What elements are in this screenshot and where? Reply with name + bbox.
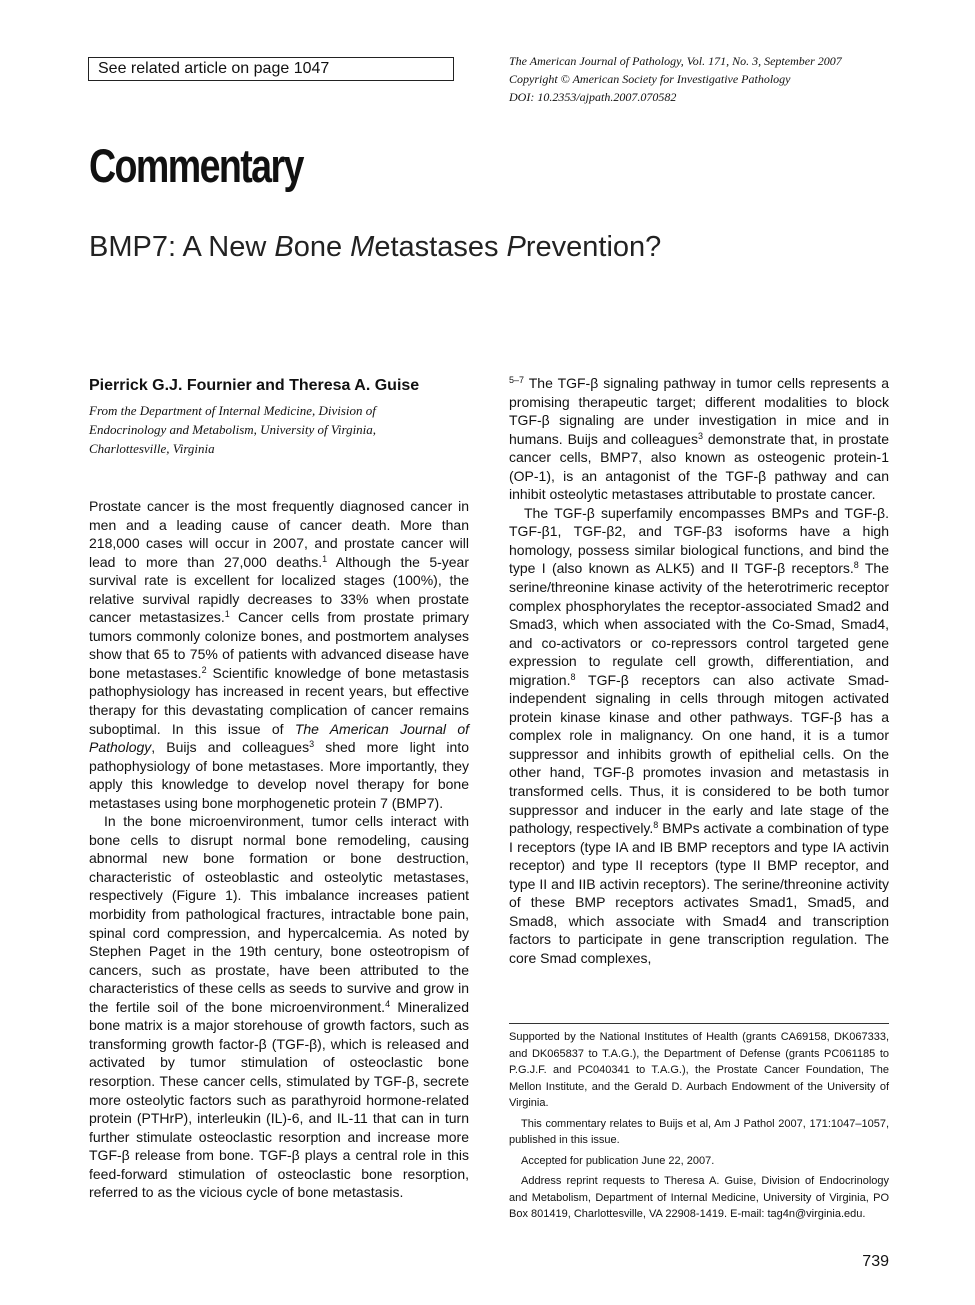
accepted-note: Accepted for publication June 22, 2007. bbox=[521, 1154, 715, 1167]
ref-superscript: 1 bbox=[224, 609, 230, 620]
body-column-left bbox=[89, 497, 469, 1202]
text-run: Prostate cancer is the most frequently diagnosed cancer in men and a leading cause of cancer death. More than 218,000 cases will occur in 2007, and prostate cancer will lead to more than 27,000 deaths. bbox=[89, 498, 469, 570]
footnote-divider bbox=[509, 1023, 889, 1024]
text-run: Mineralized bone matrix is a major storehouse of growth factors, such as transforming growth factor-β (TGF-β), which is released and activated by tumor stimulation of osteoclastic bone resorption. These cancer cells, stimulated by TGF-β, secrete more osteolytic factors such as parathyroid hormone-related protein (PTHrP), interleukin (IL)-6, and IL-11 that can in turn further stimulate osteoclastic resorption and increase more TGF-β release from bone. TGF-β plays a central role in this feed-forward stimulation of osteoclastic bone resorption, referred to as the vicious cycle of bone metastasis. bbox=[89, 998, 469, 1201]
body-paragraph-3 bbox=[509, 504, 889, 968]
ref-superscript: 2 bbox=[201, 664, 207, 675]
ref-superscript: 5–7 bbox=[509, 375, 525, 385]
body-paragraph-2-continued bbox=[509, 374, 889, 504]
ref-superscript: 4 bbox=[385, 998, 391, 1009]
ref-superscript: 8 bbox=[853, 560, 859, 571]
title-word-one: one bbox=[293, 231, 351, 263]
text-run: In the bone microenvironment, tumor cells interact with bone cells to disrupt normal bone remodeling, causing abnormal new bone formation or bone destruction, characteristic of osteoblastic and osteolytic metastases, respectively (Figure 1). This imbalance increases patient morbidity from pathological fractures, intractable bone pain, spinal cord compression, and hypercalcemia. As noted by Stephen Paget in the 19th century, bone osteotropism of cancers, such as prostate, have been attributed to the characteristics of these cells as seeds to survive and grow in the fertile soil of the bone microenvironment. bbox=[89, 813, 469, 1015]
text-run: TGF-β receptors can also activate Smad-independent signaling in cells through mitogen activated protein kinase kinase and other pathways. TGF-β has a complex role in malignancy. On one hand, it is a tumor suppressor and inhibits growth of epithelial cells. On the other hand, TGF-β promotes invasion and metastasis in transformed cells. Thus, it is considered to be both tumor suppressor and inducer in the early and late stage of the pathology, respectively. bbox=[509, 671, 889, 837]
affiliation-line: From the Department of Internal Medicine, Division of bbox=[89, 403, 376, 418]
article-title bbox=[89, 229, 889, 265]
title-letter-m: M bbox=[350, 231, 375, 263]
doi-line: DOI: 10.2353/ajpath.2007.070582 bbox=[509, 90, 677, 104]
ref-superscript: 1 bbox=[322, 553, 328, 564]
ref-superscript: 8 bbox=[570, 671, 576, 682]
title-letter-p: P bbox=[506, 231, 526, 263]
title-prefix: BMP7: A New bbox=[89, 231, 275, 263]
affiliation-line: Endocrinology and Metabolism, University of Virginia, bbox=[89, 422, 377, 437]
text-run: shed more light into pathophysiology of bone metastases. More importantly, they apply this knowledge to develop novel therapy for bone metastases using bone morphogenetic protein 7 (BMP7). bbox=[89, 739, 469, 811]
text-run: The serine/threonine kinase activity of the heterotrimeric receptor complex phosphorylates the receptor-associated Smad2 and Smad3, which when associated with the Co-Smad, Smad4, and co-activators or co-repressors control targeted gene expression to regulate cell growth, differentiation, and migration. bbox=[509, 560, 890, 688]
related-article-box: See related article on page 1047 bbox=[88, 57, 454, 81]
journal-info bbox=[509, 52, 929, 106]
journal-name: The American Journal of Pathology bbox=[89, 720, 469, 756]
ref-superscript: 8 bbox=[653, 820, 659, 831]
title-word-revention: revention? bbox=[525, 231, 662, 263]
authors: Pierrick G.J. Fournier and Theresa A. Guise bbox=[89, 377, 420, 394]
text-run: The TGF-β superfamily encompasses BMPs and TGF-β. TGF-β1, TGF-β2, and TGF-β3 isoforms have a high homology, possess similar biological functions, and bind the type I (also known as ALK5) and II TGF-β receptors. bbox=[509, 504, 889, 577]
reprint-note: Address reprint requests to Theresa A. Guise, Division of Endocrinology and Metabolism, Department of Internal Medicine, University of Virginia, PO Box 801419, Charlottesville, VA 22908-1419. E-mail: tag4n@virginia.edu. bbox=[509, 1175, 889, 1220]
ref-superscript: 3 bbox=[697, 430, 703, 441]
journal-citation: The American Journal of Pathology, Vol. 171, No. 3, September 2007 bbox=[509, 54, 842, 68]
body-column-right bbox=[509, 374, 889, 968]
ref-superscript: 3 bbox=[309, 739, 315, 750]
affiliation-line: Charlottesville, Virginia bbox=[89, 441, 215, 456]
text-run: BMPs activate a combination of type I receptors (type IA and IB BMP receptors and type IA activin receptor) and type II receptors (type II BMP receptor, and type II and IIB activin receptors). The serine/threonine activity of these BMP receptors activates Smad1, Smad5, and Smad8, which associate with Smad4 and transcription factors to participate in gene transcription regulation. The core Smad complexes, bbox=[509, 820, 889, 966]
text-run: , Buijs and colleagues bbox=[151, 739, 310, 756]
text-run: Scientific knowledge of bone metastasis pathophysiology has increased in recent years, but effective therapy for this devastating complication of cancer remains suboptimal. In this issue of bbox=[89, 664, 470, 737]
text-run: Although the 5-year survival rate is excellent for localized stages (100%), the relative survival rapidly decreases to 33% when prostate cancer metastasizes. bbox=[89, 553, 470, 626]
funding-note: Supported by the National Institutes of Health (grants CA69158, DK067333, and DK065837 to T.A.G.), the Department of Defense (grants PC061185 to P.G.J.F. and PC040341 to T.A.G.), the Prostate Cancer Foundation, The Mellon Institute, and the Gerald D. Aurbach Endowment of the University of Virginia. bbox=[509, 1031, 889, 1109]
page-number: 739 bbox=[862, 1253, 889, 1270]
text-run: Cancer cells from prostate primary tumors commonly colonize bones, and postmortem analyses show that 65 to 75% of patients with advanced disease have bone metastases. bbox=[89, 609, 470, 681]
title-word-etastases: etastases bbox=[374, 231, 507, 263]
text-run: The TGF-β signaling pathway in tumor cells represents a promising therapeutic target; different modalities to block TGF-β signaling are under investigation in mice and in humans. Buijs and colleagues bbox=[509, 375, 889, 447]
related-note: This commentary relates to Buijs et al, Am J Pathol 2007, 171:1047–1057, published in this issue. bbox=[509, 1117, 889, 1146]
body-paragraph-2 bbox=[89, 812, 469, 1201]
affiliation bbox=[89, 401, 429, 458]
body-paragraph-1 bbox=[89, 497, 469, 812]
title-letter-b: B bbox=[274, 231, 294, 263]
copyright-line: Copyright © American Society for Investigative Pathology bbox=[509, 72, 791, 86]
section-title: Commentary bbox=[89, 139, 303, 192]
footnotes bbox=[509, 1029, 889, 1227]
text-run: demonstrate that, in prostate cancer cells, BMP7, also known as osteogenic protein-1 (OP-1), is an antagonist of the TGF-β pathway and can inhibit osteolytic metastases attributable to prostate cancer. bbox=[509, 430, 889, 503]
